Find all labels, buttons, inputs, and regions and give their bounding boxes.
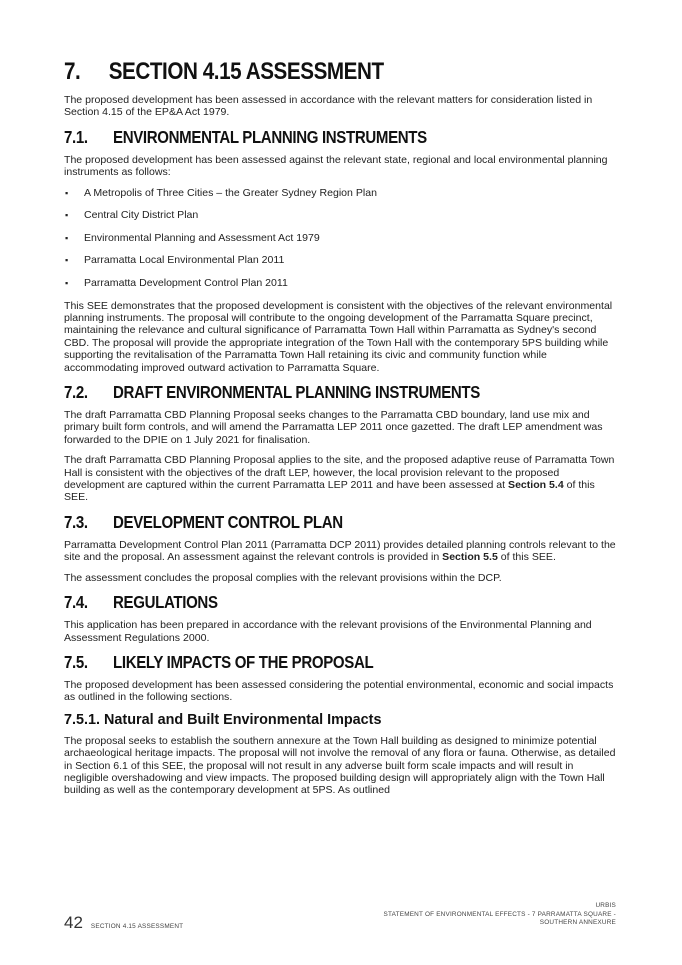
paragraph: The assessment concludes the proposal complies with the relevant provisions within the DCP. xyxy=(64,571,502,584)
subsection-title: LIKELY IMPACTS OF THE PROPOSAL xyxy=(113,651,374,672)
subsection-heading-7-1 xyxy=(64,127,540,148)
paragraph: The proposal seeks to establish the southern annexure at the Town Hall building as designed to minimize potential archaeological heritage impacts. The proposal will not involve the removal of any flora or fauna. Otherwise, as detailed in Section 6.1 of this SEE, the proposal will not result in any adverse built form scale impacts and will result in negligible overshadowing and view impacts. The proposed building design will appropriately align with the Town Hall building as well as the contemporary development at 5PS. As outlined xyxy=(64,734,616,797)
paragraph: This application has been prepared in accordance with the relevant provisions of the Environmental Planning and Assessment Regulations 2000. xyxy=(64,619,592,644)
subsection-heading-7-5 xyxy=(64,652,540,673)
footer-doc-title-line1: STATEMENT OF ENVIRONMENTAL EFFECTS - 7 PARRAMATTA SQUARE - xyxy=(383,910,616,918)
list-item xyxy=(64,209,618,221)
subsection-title: DRAFT ENVIRONMENTAL PLANNING INSTRUMENTS xyxy=(113,382,480,403)
section-heading xyxy=(64,58,540,86)
subsection-heading-7-4 xyxy=(64,592,540,613)
paragraph xyxy=(64,454,618,504)
paragraph: The proposed development has been assessed considering the potential environmental, economic and social impacts as outlined in the following sections. xyxy=(64,678,614,704)
paragraph: The proposed development has been assessed against the relevant state, regional and local environmental planning instruments as follows: xyxy=(64,153,608,179)
page-number: 42 xyxy=(64,913,83,932)
footer-doc-title-line2: SOUTHERN ANNEXURE xyxy=(539,919,616,927)
subsection-title: DEVELOPMENT CONTROL PLAN xyxy=(113,511,343,532)
list-item xyxy=(64,254,618,266)
list-item xyxy=(64,277,618,289)
subsection-title: ENVIRONMENTAL PLANNING INSTRUMENTS xyxy=(113,126,427,147)
paragraph-text: Parramatta Development Control Plan 2011 (Parramatta DCP 2011) provides detailed planning controls relevant to the site and the proposal. An assessment against the relevant controls is provided in xyxy=(64,538,616,564)
list-item xyxy=(64,187,618,199)
section-reference: Section 5.5 xyxy=(442,551,498,564)
section-intro: The proposed development has been assessed in accordance with the relevant matters for consideration listed in Section 4.15 of the EP&A Act 1979. xyxy=(64,94,593,119)
section-number: 7. xyxy=(64,58,81,85)
footer-brand: URBIS xyxy=(595,902,616,909)
subsection-number: 7.5. xyxy=(64,651,88,672)
bullet-icon: ▪ xyxy=(65,210,69,221)
section-title: SECTION 4.15 ASSESSMENT xyxy=(108,58,384,85)
paragraph: This SEE demonstrates that the proposed development is consistent with the objectives of the relevant environmental planning instruments. The proposal will contribute to the ongoing development of the Parramatta Square precinct, maintaining the relevance and cultural significance of Parramatta Town Hall within Parramatta as Sydney's second CBD. The proposal will provide the appropriate integration of the Town Hall with the contemporary 5PS building while supporting the revitalisation of the Parramatta Town Hall retaining its civic and community function while accommodating improved outward activation to Parramatta Square. xyxy=(64,299,613,374)
paragraph-text: The draft Parramatta CBD Planning Proposal applies to the site, and the proposed adaptive reuse of Parramatta Town Hall is consistent with the objectives of the draft LEP, however, the local provision relevant to the proposed development are captured within the current Parramatta LEP 2011 and have been assessed at xyxy=(64,454,615,492)
paragraph-text: of this SEE. xyxy=(64,479,595,504)
subsection-heading-7-2 xyxy=(64,382,540,403)
paragraph-text: of this SEE. xyxy=(497,551,556,564)
subsection-number: 7.4. xyxy=(64,592,88,613)
list-item-text: Parramatta Local Environmental Plan 2011 xyxy=(84,254,285,267)
subsection-number: 7.3. xyxy=(64,511,88,532)
list-item xyxy=(64,232,618,244)
paragraph: The draft Parramatta CBD Planning Proposal seeks changes to the Parramatta CBD boundary, land use mix and primary built form controls, and will amend the Parramatta LEP 2011 once gazetted. The draft LEP amendment was forwarded to the DPIE on 1 July 2021 for finalisation. xyxy=(64,409,603,446)
subsection-number: 7.2. xyxy=(64,382,88,403)
footer-section-label: SECTION 4.15 ASSESSMENT xyxy=(90,923,184,930)
bullet-icon: ▪ xyxy=(65,278,69,288)
paragraph xyxy=(64,539,618,564)
bullet-icon: ▪ xyxy=(65,187,69,198)
list-item-text: A Metropolis of Three Cities – the Greater Sydney Region Plan xyxy=(84,186,377,199)
list-item-text: Central City District Plan xyxy=(84,209,199,222)
footer-left xyxy=(64,913,183,933)
footer-right xyxy=(384,902,616,928)
subsection-heading-7-3 xyxy=(64,512,540,533)
list-item-text: Environmental Planning and Assessment Act 1979 xyxy=(84,231,320,244)
subsection-number: 7.1. xyxy=(64,126,88,147)
bullet-icon: ▪ xyxy=(65,232,69,243)
section-reference: Section 5.4 xyxy=(508,479,564,492)
subsection-title: REGULATIONS xyxy=(113,592,218,613)
subsubsection-heading-7-5-1: 7.5.1. Natural and Built Environmental Impacts xyxy=(64,711,382,728)
page-content xyxy=(64,58,618,805)
instrument-list xyxy=(64,187,618,290)
list-item-text: Parramatta Development Control Plan 2011 xyxy=(84,277,288,289)
bullet-icon: ▪ xyxy=(65,255,69,266)
